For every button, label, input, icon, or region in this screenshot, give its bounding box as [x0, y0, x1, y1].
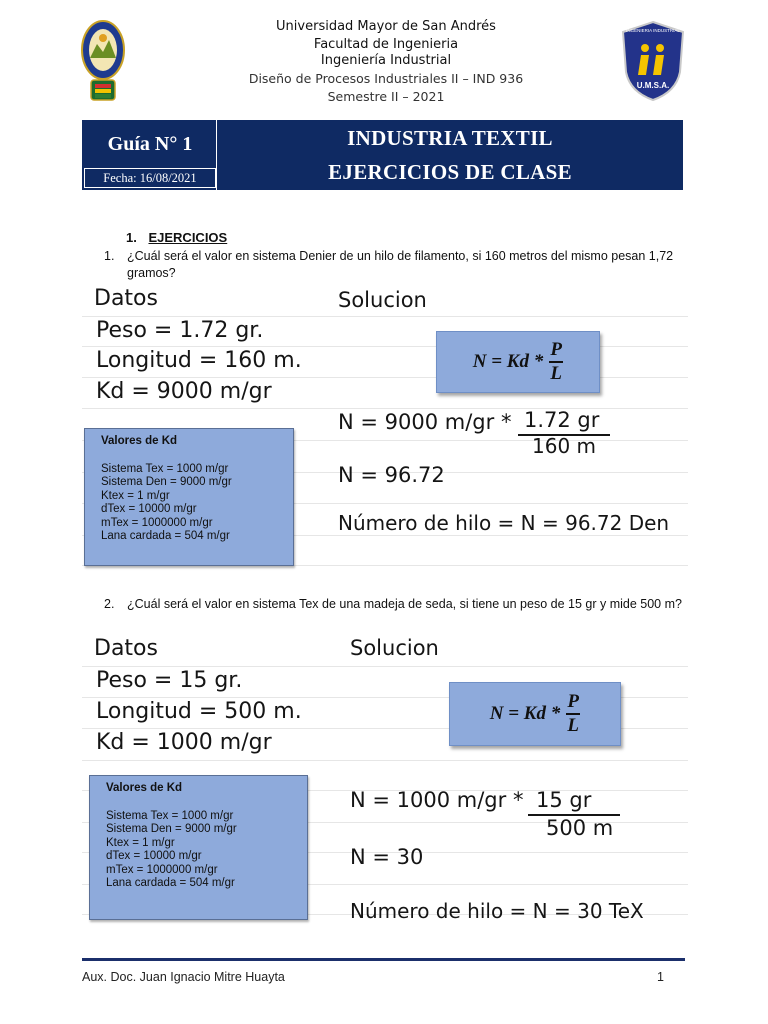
kd-item: Sistema Tex = 1000 m/gr [101, 462, 229, 475]
page-number: 1 [657, 970, 664, 984]
formula-lhs: N = Kd * [489, 703, 561, 724]
footer-divider [82, 958, 685, 961]
kd-item: Ktex = 1 m/gr [106, 836, 175, 849]
ex2-calc-lhs: N = 1000 m/gr * [350, 788, 524, 812]
ex1-solucion-heading: Solucion [338, 288, 427, 312]
ruled-line [82, 760, 688, 761]
course-name: Diseño de Procesos Industriales II – IND 936 [248, 71, 524, 86]
ex2-calc-numerator: 15 gr [536, 788, 592, 812]
formula-lhs: N = Kd * [472, 351, 544, 372]
kd-item: dTex = 10000 m/gr [106, 850, 202, 862]
ex2-calc-denominator: 500 m [546, 816, 614, 840]
kd-panel-title: Valores de Kd [106, 782, 183, 794]
ex2-peso: Peso = 15 gr. [96, 668, 243, 693]
kd-item: Sistema Tex = 1000 m/gr [106, 809, 234, 822]
ex2-datos-heading: Datos [94, 636, 158, 661]
kd-item: Sistema Den = 9000 m/gr [101, 476, 232, 488]
semester: Semestre II – 2021 [327, 89, 445, 104]
banner-title-line1: INDUSTRIA TEXTIL [347, 126, 553, 150]
question-text: ¿Cuál será el valor en sistema Tex de una madeja de seda, si tiene un peso de 15 gr y mide 500 m? [127, 597, 682, 611]
ex1-formula-box [436, 331, 600, 393]
formula-denominator: L [550, 363, 563, 384]
umsa-crest-logo [80, 18, 126, 106]
question-number: 2. [104, 597, 115, 611]
section-number: 1. [126, 230, 137, 245]
ingenieria-industrial-logo [620, 20, 686, 102]
university-name: Universidad Mayor de San Andrés [276, 19, 496, 34]
footer-author: Aux. Doc. Juan Ignacio Mitre Huayta [82, 970, 285, 984]
guide-date: Fecha: 16/08/2021 [84, 168, 216, 188]
logo-text: U.M.S.A. [636, 81, 670, 90]
question-text: ¿Cuál será el valor en sistema Denier de un hilo de filamento, si 160 metros del mismo pesan 1,72 gramos? [127, 249, 674, 280]
ex1-peso: Peso = 1.72 gr. [96, 318, 264, 343]
faculty-name: Facultad de Ingenieria [313, 37, 459, 52]
kd-item: mTex = 1000000 m/gr [106, 863, 218, 876]
ex2-kd-values-panel [89, 775, 308, 920]
kd-item: dTex = 10000 m/gr [101, 503, 197, 515]
ex1-final-answer: Número de hilo = N = 96.72 Den [338, 511, 670, 535]
question-2 [104, 596, 694, 613]
kd-item: mTex = 1000000 m/gr [101, 516, 213, 529]
ex1-result: N = 96.72 [338, 463, 445, 487]
ex1-kd-values-panel [84, 428, 294, 566]
question-1 [104, 248, 694, 282]
logo-arc-text: INGENIERIA INDUSTRIAL [626, 28, 680, 33]
ex1-calc-denominator: 160 m [532, 434, 597, 458]
ex1-calc-numerator: 1.72 gr [524, 408, 600, 432]
ex1-calc-lhs: N = 9000 m/gr * [338, 410, 512, 434]
ex1-datos-heading: Datos [94, 286, 158, 311]
banner-title-line2: EJERCICIOS DE CLASE [328, 160, 572, 184]
ex2-formula-box [449, 682, 621, 746]
formula-numerator: P [567, 691, 580, 712]
ruled-line [82, 666, 688, 667]
kd-item: Sistema Den = 9000 m/gr [106, 823, 237, 835]
question-number: 1. [104, 249, 115, 263]
ex1-kd: Kd = 9000 m/gr [96, 379, 272, 404]
ex1-longitud: Longitud = 160 m. [96, 348, 302, 373]
ex2-solucion-heading: Solucion [350, 636, 439, 660]
ex2-result: N = 30 [350, 845, 424, 869]
formula-numerator: P [550, 339, 563, 360]
section-title: EJERCICIOS [148, 230, 228, 245]
ex2-final-answer: Número de hilo = N = 30 TeX [350, 899, 644, 923]
kd-panel-title: Valores de Kd [101, 435, 178, 447]
career-name: Ingeniería Industrial [320, 53, 452, 68]
section-heading [126, 230, 227, 245]
ex2-kd: Kd = 1000 m/gr [96, 730, 272, 755]
formula-fraction [549, 340, 563, 384]
guide-number: Guía N° 1 [107, 132, 193, 155]
kd-item: Ktex = 1 m/gr [101, 489, 170, 502]
ruled-line [82, 316, 688, 317]
kd-item: Lana cardada = 504 m/gr [101, 530, 230, 542]
ex2-longitud: Longitud = 500 m. [96, 699, 302, 724]
formula-denominator: L [567, 715, 580, 736]
kd-item: Lana cardada = 504 m/gr [106, 877, 235, 889]
formula-fraction [566, 692, 580, 736]
